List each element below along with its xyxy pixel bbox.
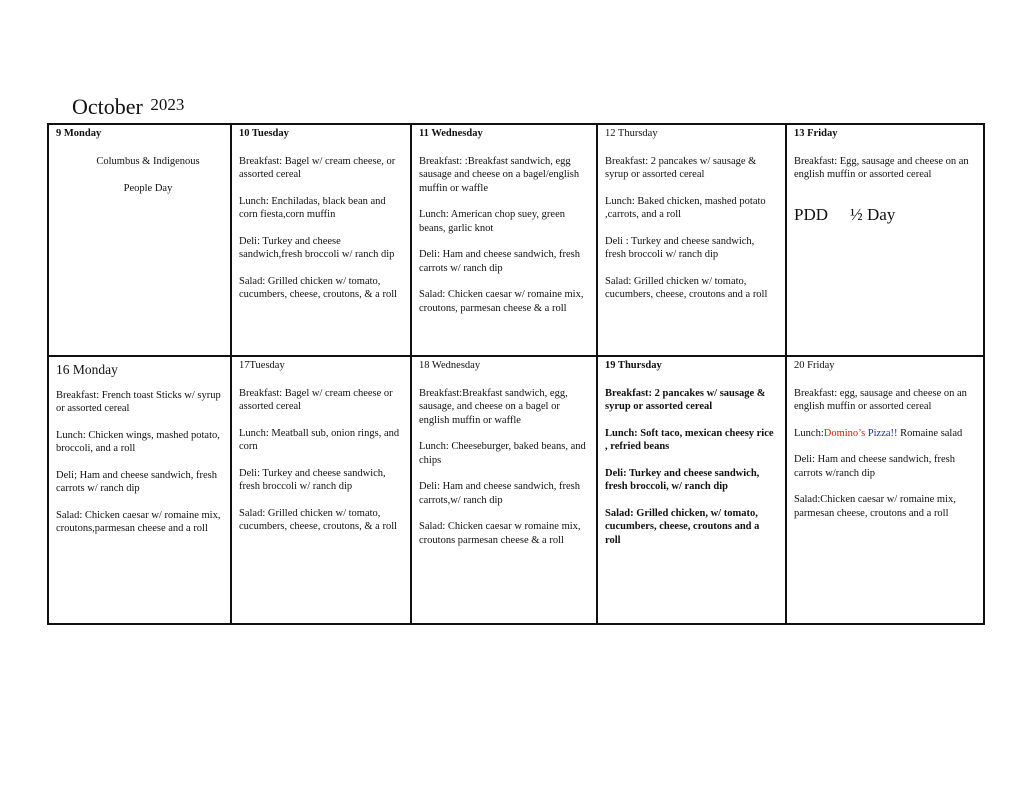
breakfast-item: Breakfast: French toast Sticks w/ syrup or assorted cereal [56,389,221,414]
week-row [48,124,984,356]
pdd-label: PDD [794,204,829,224]
day-cell-oct-16 [48,356,231,624]
salad-item: Salad:Chicken caesar w/ romaine mix, parmesan cheese, croutons and a roll [794,494,956,519]
deli-item: Deli; Ham and cheese sandwich, fresh carrots w/ ranch dip [56,469,217,494]
day-header: 16 Monday [56,362,118,377]
breakfast-item: Breakfast: egg, sausage and cheese on an english muffin or assorted cereal [794,387,967,412]
salad-item: Salad: Chicken caesar w/ romaine mix, croutons, parmesan cheese & a roll [419,289,584,314]
day-cell-oct-18 [411,356,597,624]
breakfast-item: Breakfast: Egg, sausage and cheese on an english muffin or assorted cereal [794,155,969,180]
pizza-text: Pizza!! [867,427,898,439]
salad-item: Salad: Grilled chicken w/ tomato, cucumbers, cheese, croutons, & a roll [239,507,398,532]
breakfast-item: Breakfast: 2 pancakes w/ sausage & syrup or assorted cereal [605,387,766,412]
day-header: 9 Monday [56,128,102,139]
menu-calendar [47,123,985,625]
deli-item: Deli: Turkey and cheese sandwich, fresh broccoli, w/ ranch dip [605,467,760,492]
day-header: 19 Thursday [605,360,662,371]
week-row [48,356,984,624]
day-header: 12 Thursday [605,128,658,139]
pdd-note [794,204,975,224]
day-cell-oct-10 [231,124,411,356]
breakfast-item: Breakfast:Breakfast sandwich, egg, sausage, and cheese on a bagel or english muffin or waffle [419,387,568,426]
deli-item: Deli: Turkey and cheese sandwich, fresh broccoli w/ ranch dip [239,467,386,492]
lunch-suffix: Romaine salad [897,427,963,439]
lunch-item: Lunch: Meatball sub, onion rings, and corn [239,427,400,452]
dominos-text: Domino’s [823,427,866,439]
deli-item: Deli : Turkey and cheese sandwich, fresh broccoli w/ ranch dip [605,235,755,260]
lunch-item: Lunch: Baked chicken, mashed potato ,carrots, and a roll [605,195,766,220]
day-header: 11 Wednesday [419,128,483,139]
breakfast-item: Breakfast: Bagel w/ cream cheese, or assorted cereal [239,155,396,180]
lunch-item: Lunch: Enchiladas, black bean and corn fiesta,corn muffin [239,195,386,220]
lunch-item: Lunch: Cheeseburger, baked beans, and chips [419,441,586,466]
day-header: 10 Tuesday [239,128,289,139]
day-cell-oct-19 [597,356,786,624]
deli-item: Deli: Ham and cheese sandwich, fresh carrots w/ranch dip [794,454,955,479]
day-header: 20 Friday [794,360,835,371]
lunch-item [794,427,975,441]
title-year: 2023 [150,95,185,114]
breakfast-item: Breakfast: Bagel w/ cream cheese or assorted cereal [239,387,393,412]
salad-item: Salad: Chicken caesar w/ romaine mix, croutons,parmesan cheese and a roll [56,509,221,534]
lunch-item: Lunch: Chicken wings, mashed potato, broccoli, and a roll [56,429,220,454]
day-header: 17Tuesday [239,360,285,371]
deli-item: Deli: Ham and cheese sandwich, fresh carrots,w/ ranch dip [419,481,580,506]
salad-item: Salad: Grilled chicken w/ tomato, cucumbers, cheese, croutons, & a roll [239,275,398,300]
holiday-line: Columbus & Indigenous [96,155,200,167]
day-cell-oct-12 [597,124,786,356]
day-cell-oct-17 [231,356,411,624]
half-day-label: ½ Day [850,204,896,224]
lunch-item: Lunch: Soft taco, mexican cheesy rice , refried beans [605,427,774,452]
day-header: 13 Friday [794,128,838,139]
deli-item: Deli: Ham and cheese sandwich, fresh carrots w/ ranch dip [419,249,580,274]
breakfast-item: Breakfast: 2 pancakes w/ sausage & syrup or assorted cereal [605,155,757,180]
lunch-prefix: Lunch: [794,427,824,439]
salad-item: Salad: Grilled chicken, w/ tomato, cucumbers, cheese, croutons and a roll [605,507,760,546]
day-cell-oct-20 [786,356,984,624]
day-cell-oct-9 [48,124,231,356]
day-cell-oct-13 [786,124,984,356]
day-header: 18 Wednesday [419,360,481,371]
deli-item: Deli: Turkey and cheese sandwich,fresh broccoli w/ ranch dip [239,235,395,260]
page-title [72,96,184,118]
salad-item: Salad: Chicken caesar w romaine mix, croutons parmesan cheese & a roll [419,521,581,546]
holiday-note [56,155,222,196]
title-month: October [72,94,143,119]
lunch-item: Lunch: American chop suey, green beans, garlic knot [419,209,565,234]
breakfast-item: Breakfast: :Breakfast sandwich, egg sausage and cheese on a bagel/english muffin or waffle [419,155,580,194]
salad-item: Salad: Grilled chicken w/ tomato, cucumbers, cheese, croutons and a roll [605,275,768,300]
holiday-line: People Day [123,183,173,194]
day-cell-oct-11 [411,124,597,356]
